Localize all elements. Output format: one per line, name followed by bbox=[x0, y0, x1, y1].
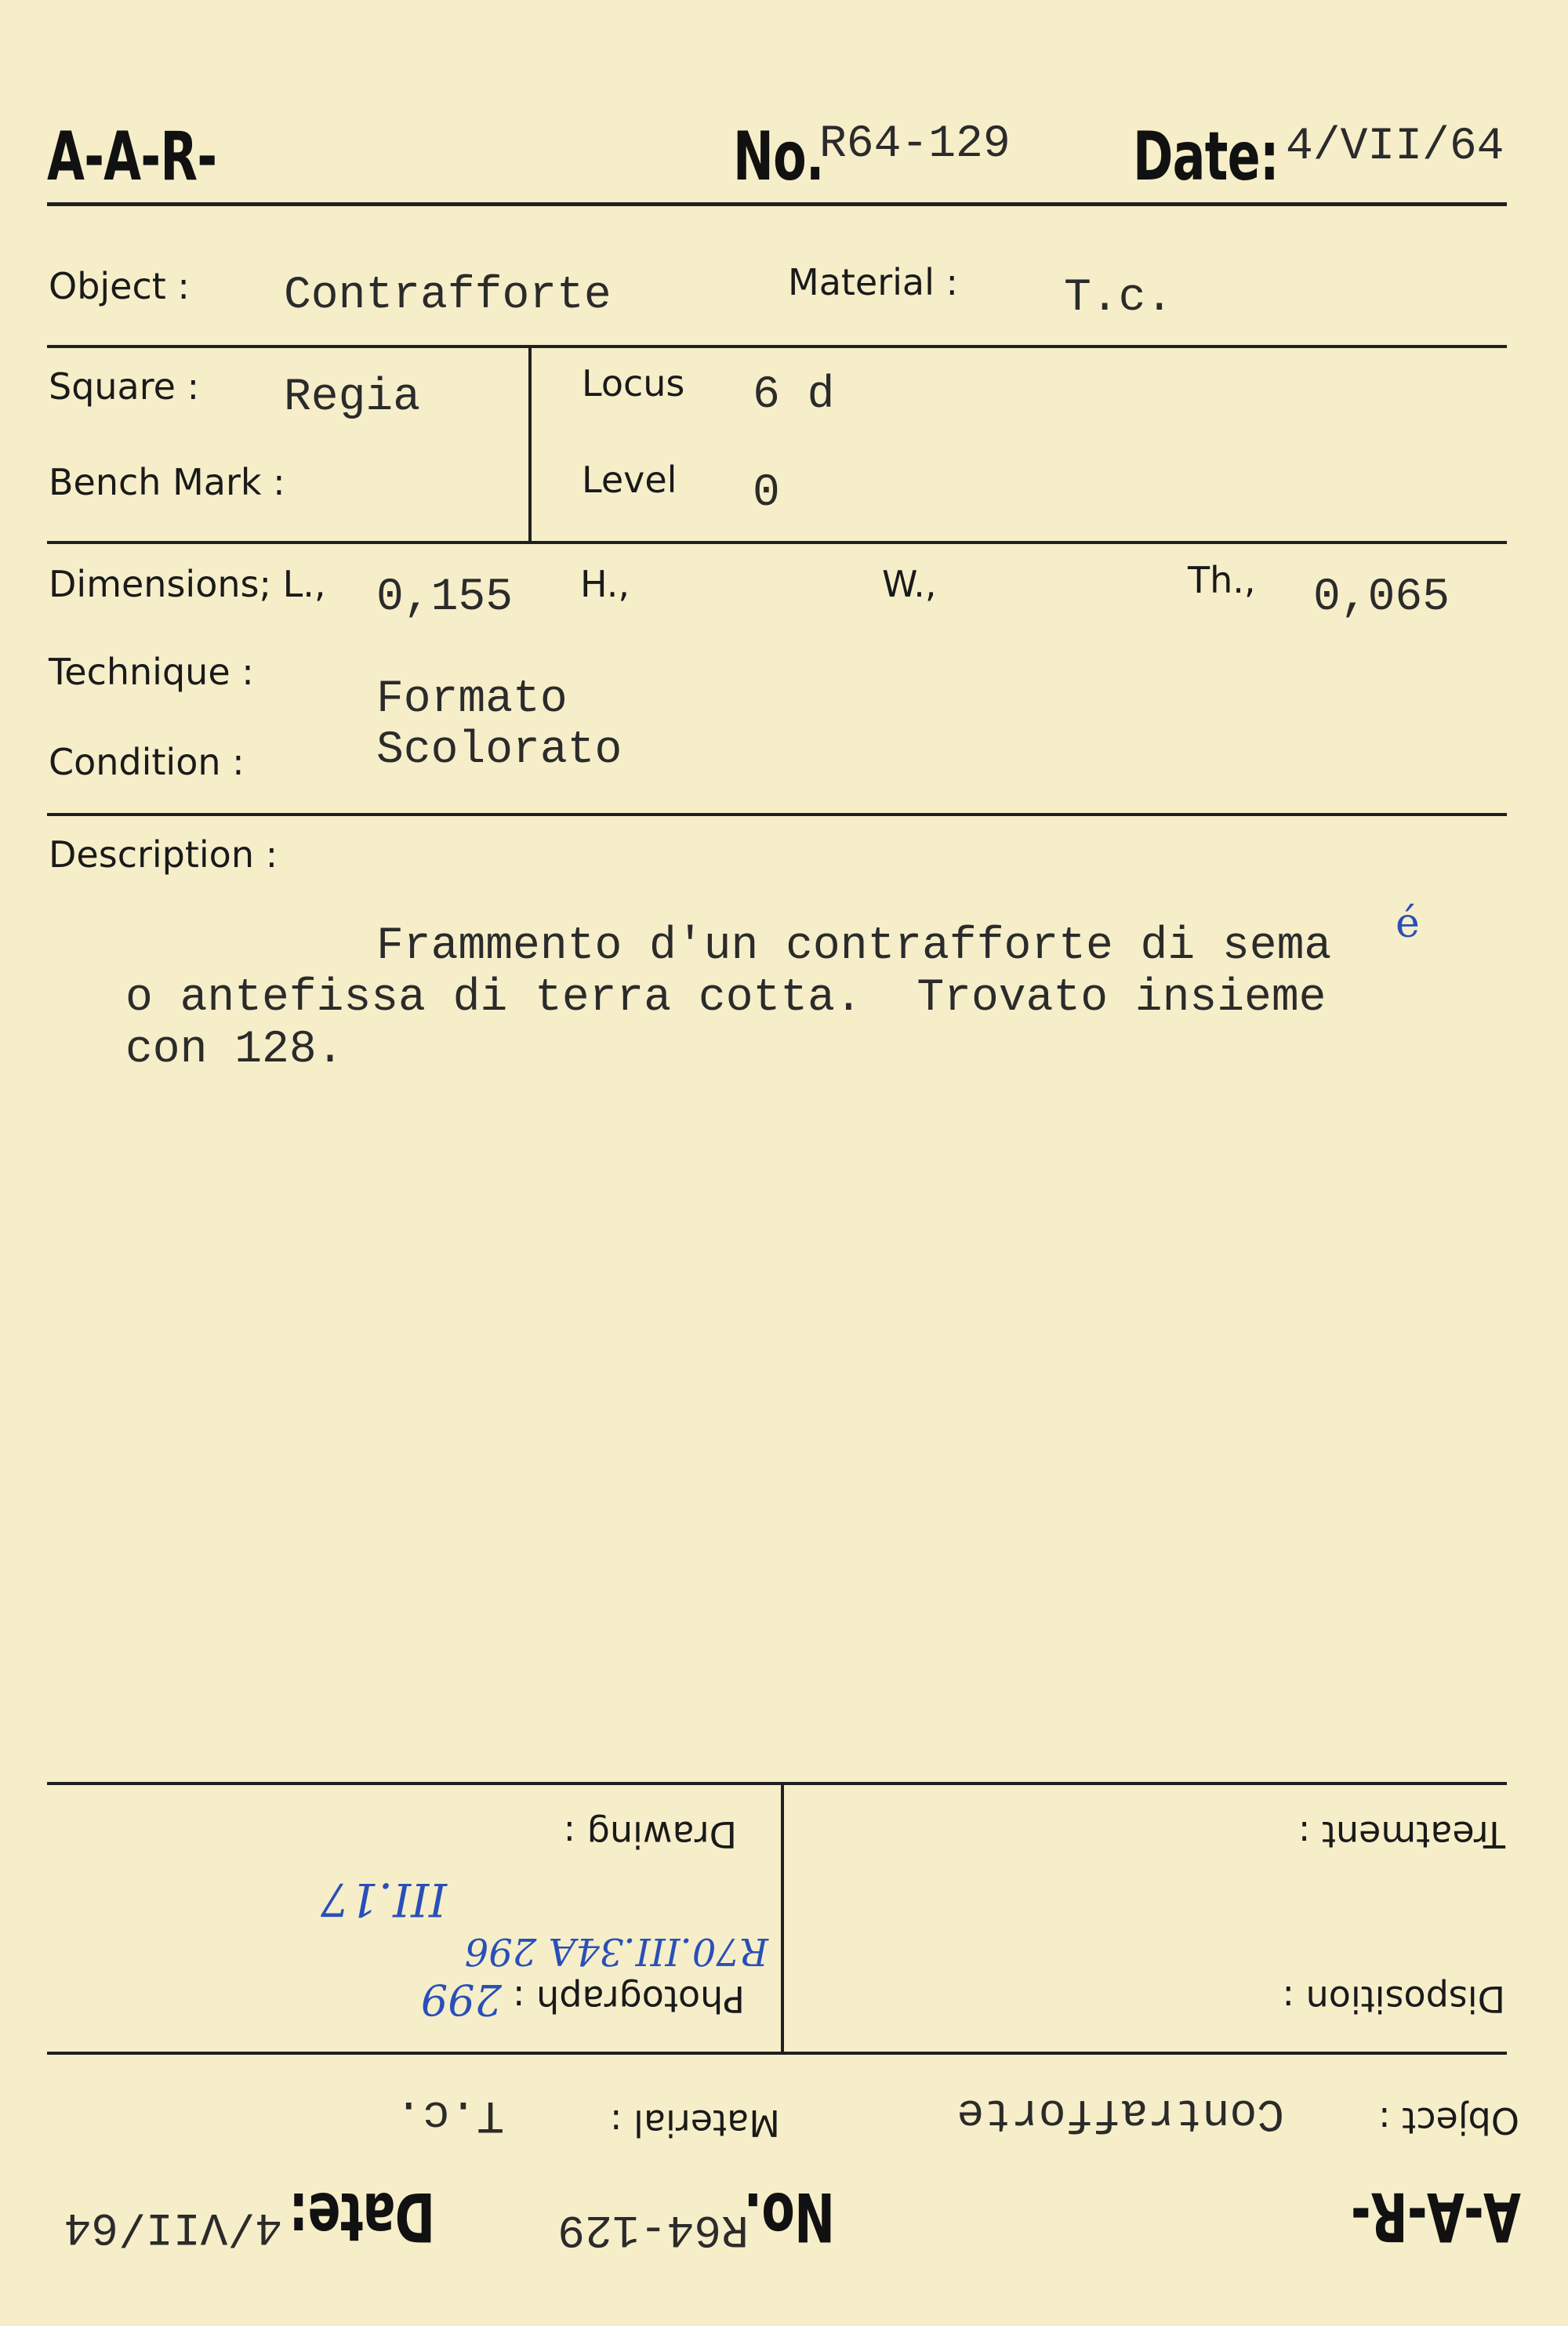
treatment-label: Treatment : bbox=[1298, 1813, 1505, 1856]
thickness-value: 0,065 bbox=[1313, 572, 1450, 623]
description-text bbox=[125, 921, 1331, 1076]
inverted-section bbox=[0, 1678, 1568, 2326]
row1-rule bbox=[47, 345, 1507, 348]
inverted-object-rule bbox=[47, 2052, 1507, 2055]
photograph-label: Photograph : bbox=[513, 1978, 745, 2020]
bottom-divider bbox=[781, 1785, 784, 2052]
material-label: Material : bbox=[788, 261, 958, 303]
thickness-label: Th., bbox=[1188, 559, 1256, 601]
description-line: con 128. bbox=[125, 1025, 344, 1076]
square-value: Regia bbox=[284, 372, 421, 423]
dimensions-label: Dimensions; L., bbox=[49, 563, 326, 605]
date-label: Date: bbox=[1133, 118, 1279, 196]
handwritten-drawing-reference: III.17 bbox=[321, 1873, 447, 1926]
object-label: Object : bbox=[49, 265, 190, 307]
material-value: T.c. bbox=[1064, 273, 1174, 324]
condition-value: Scolorato bbox=[376, 725, 622, 776]
row2-rule bbox=[47, 541, 1507, 544]
date-value: 4/VII/64 bbox=[1286, 122, 1504, 172]
material-label-inverted: Material : bbox=[610, 2102, 780, 2144]
level-label: Level bbox=[582, 459, 677, 501]
object-value-inverted: Contrafforte bbox=[956, 2087, 1284, 2138]
number-value: R64-129 bbox=[819, 119, 1011, 170]
height-label: H., bbox=[580, 563, 630, 605]
technique-label: Technique : bbox=[49, 651, 254, 693]
description-line: Frammento d'un contrafforte di sema bbox=[376, 921, 1332, 972]
row2-divider bbox=[528, 348, 532, 541]
handwritten-correction: é bbox=[1396, 900, 1420, 947]
bench-mark-label: Bench Mark : bbox=[49, 461, 285, 503]
condition-label: Condition : bbox=[49, 741, 245, 783]
number-label: No. bbox=[733, 118, 824, 196]
handwritten-photo-number: 299 bbox=[420, 1975, 502, 2024]
number-label-inverted: No. bbox=[744, 2177, 835, 2255]
date-label-inverted: Date: bbox=[289, 2177, 435, 2255]
date-value-inverted: 4/VII/64 bbox=[64, 2201, 282, 2252]
disposition-label: Disposition : bbox=[1282, 1978, 1505, 2020]
header-rule bbox=[47, 202, 1507, 206]
drawing-label: Drawing : bbox=[563, 1813, 737, 1856]
object-value: Contrafforte bbox=[284, 270, 612, 321]
square-label: Square : bbox=[49, 365, 200, 408]
level-value: 0 bbox=[753, 468, 780, 519]
org-title: A-A-R- bbox=[47, 118, 217, 196]
bottom-section-rule bbox=[47, 1782, 1507, 1785]
condition-rule bbox=[47, 813, 1507, 816]
length-value: 0,155 bbox=[376, 572, 514, 623]
description-label: Description : bbox=[49, 833, 278, 876]
material-value-inverted: T.c. bbox=[394, 2088, 504, 2139]
technique-value: Formato bbox=[376, 674, 568, 725]
locus-label: Locus bbox=[582, 362, 685, 405]
object-label-inverted: Object : bbox=[1378, 2099, 1519, 2142]
width-label: W., bbox=[882, 563, 937, 605]
org-title-inverted: A-A-R- bbox=[1351, 2177, 1521, 2255]
description-line: o antefissa di terra cotta. Trovato insieme bbox=[125, 973, 1327, 1024]
handwritten-photo-reference: R70.III.34A 296 bbox=[464, 1929, 768, 1973]
number-value-inverted: R64-129 bbox=[557, 2203, 749, 2254]
locus-value: 6 d bbox=[753, 370, 835, 421]
